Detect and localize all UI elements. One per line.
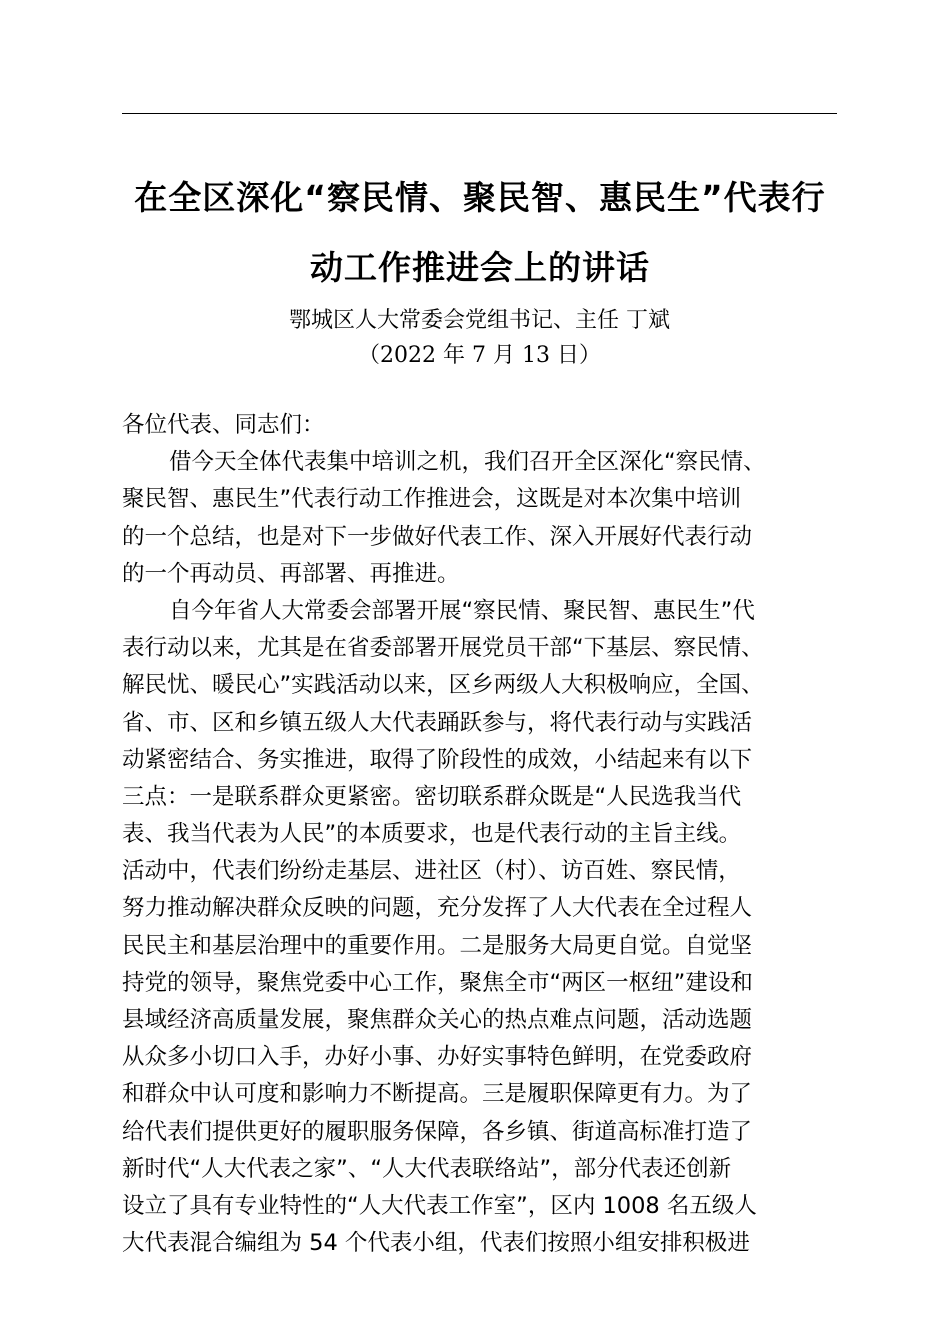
paragraph-line: 聚民智、惠民生”代表行动工作推进会，这既是对本次集中培训	[122, 486, 742, 513]
paragraph-line: 活动中，代表们纷纷走基层、进社区（村）、访百姓、察民情，	[122, 858, 741, 885]
paragraph-line: 省、市、区和乡镇五级人大代表踊跃参与，将代表行动与实践活	[122, 709, 753, 736]
paragraph-line: 解民忧、暖民心”实践活动以来，区乡两级人大积极响应，全国、	[122, 672, 764, 699]
paragraph-line: 持党的领导，聚焦党委中心工作，聚焦全市“两区一枢纽”建设和	[122, 969, 753, 996]
salutation: 各位代表、同志们：	[122, 412, 325, 438]
date-line: （2022 年 7 月 13 日）	[358, 343, 601, 368]
paragraph-line: 三点：一是联系群众更紧密。密切联系群众既是“人民选我当代	[122, 783, 742, 810]
paragraph-line: 县域经济高质量发展，聚焦群众关心的热点难点问题，活动选题	[122, 1007, 753, 1033]
paragraph-line: 努力推动解决群众反映的问题，充分发挥了人大代表在全过程人	[122, 895, 753, 922]
paragraph-line: 的一个再动员、再部署、再推进。	[122, 560, 460, 587]
paragraph-line: 民民主和基层治理中的重要作用。二是服务大局更自觉。自觉坚	[122, 932, 753, 959]
document-title-line-2: 动工作推进会上的讲话	[310, 248, 650, 287]
speech-body	[122, 407, 842, 1262]
paragraph-line: 表行动以来，尤其是在省委部署开展党员干部“下基层、察民情、	[122, 635, 764, 662]
header-rule	[122, 113, 837, 114]
author-line: 鄂城区人大常委会党组书记、主任 丁斌	[289, 308, 670, 333]
paragraph-line: 动紧密结合、务实推进，取得了阶段性的成效，小结起来有以下	[122, 746, 753, 773]
paragraph-line: 大代表混合编组为 54 个代表小组，代表们按照小组安排积极进	[122, 1230, 750, 1257]
paragraph-line: 设立了具有专业特性的“人大代表工作室”，区内 1008 名五级人	[122, 1192, 757, 1219]
paragraph-line: 自今年省人大常委会部署开展“察民情、聚民智、惠民生”代	[169, 597, 755, 624]
document-title-line-1: 在全区深化“察民情、聚民智、惠民生”代表行	[134, 178, 826, 217]
paragraph-line: 表、我当代表为人民”的本质要求，也是代表行动的主旨主线。	[122, 821, 742, 848]
paragraph-line: 的一个总结，也是对下一步做好代表工作、深入开展好代表行动	[122, 523, 753, 550]
paragraph-line: 和群众中认可度和影响力不断提高。三是履职保障更有力。为了	[122, 1081, 753, 1108]
paragraph-line: 给代表们提供更好的履职服务保障，各乡镇、街道高标准打造了	[122, 1118, 753, 1145]
paragraph-line: 从众多小切口入手，办好小事、办好实事特色鲜明，在党委政府	[122, 1044, 753, 1071]
paragraph-line: 新时代“人大代表之家”、“人大代表联络站”，部分代表还创新	[122, 1155, 732, 1182]
paragraph-line: 借今天全体代表集中培训之机，我们召开全区深化“察民情、	[169, 449, 766, 476]
